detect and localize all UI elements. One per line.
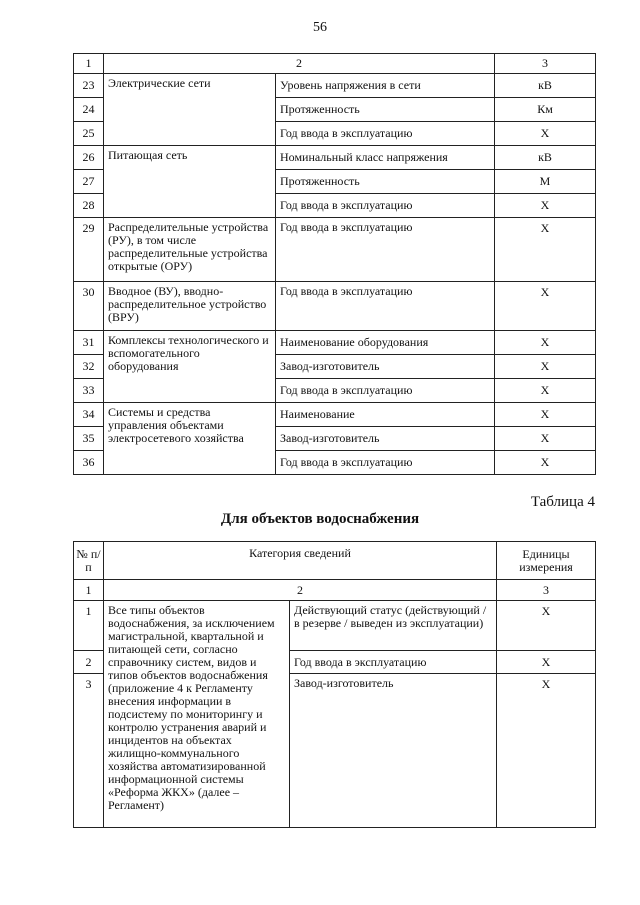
object-category: Вводное (ВУ), вводно-распределительное устройство (ВРУ): [104, 282, 276, 331]
unit-value: X: [495, 218, 596, 282]
attribute-name: Год ввода в эксплуатацию: [276, 122, 495, 146]
table-row: [74, 146, 596, 170]
row-number: 25: [74, 122, 104, 146]
row-number: 26: [74, 146, 104, 170]
header-category: Категория сведений: [104, 542, 497, 580]
table-row: [74, 74, 596, 98]
unit-value: X: [495, 427, 596, 451]
object-category: Все типы объектов водоснабжения, за исключением магистральной, квартальной и питающей сети, согласно справочнику систем, видов и типов объектов водоснабжения (приложение 4 к Регламенту внесения информации в подсистему по мониторингу и контролю устранения аварий и инцидентов на объектах жилищно-коммунального хозяйства автоматизированной информационной системы «Реформа ЖКХ» (далее – Регламент): [104, 601, 290, 828]
row-number: 32: [74, 355, 104, 379]
attribute-name: Год ввода в эксплуатацию: [276, 282, 495, 331]
subheader-col-2: 2: [104, 580, 497, 601]
object-category: Электрические сети: [104, 74, 276, 146]
electric-objects-table: [73, 53, 596, 475]
row-number: 34: [74, 403, 104, 427]
attribute-name: Завод-изготовитель: [276, 427, 495, 451]
row-number: 35: [74, 427, 104, 451]
header-col-3: 3: [495, 54, 596, 74]
header-units: Единицы измерения: [497, 542, 596, 580]
page-number: 56: [313, 20, 327, 35]
table-row: [74, 601, 596, 651]
object-category: Комплексы технологического и вспомогательного оборудования: [104, 331, 276, 403]
unit-value: X: [495, 282, 596, 331]
unit-value: X: [495, 355, 596, 379]
attribute-name: Год ввода в эксплуатацию: [276, 451, 495, 475]
table-heading: Для объектов водоснабжения: [220, 511, 420, 527]
row-number: 30: [74, 282, 104, 331]
unit-value: X: [495, 403, 596, 427]
header-number: № п/п: [74, 542, 104, 580]
unit-value: М: [495, 170, 596, 194]
row-number: 36: [74, 451, 104, 475]
object-category: Системы и средства управления объектами электросетевого хозяйства: [104, 403, 276, 475]
header-col-1: 1: [74, 54, 104, 74]
unit-value: Км: [495, 98, 596, 122]
attribute-name: Уровень напряжения в сети: [276, 74, 495, 98]
object-category: Питающая сеть: [104, 146, 276, 218]
row-number: 1: [74, 601, 104, 651]
attribute-name: Завод-изготовитель: [276, 355, 495, 379]
attribute-name: Протяженность: [276, 170, 495, 194]
unit-value: X: [495, 194, 596, 218]
unit-value: X: [497, 601, 596, 651]
row-number: 29: [74, 218, 104, 282]
unit-value: X: [497, 674, 596, 828]
table-row: [74, 331, 596, 355]
attribute-name: Номинальный класс напряжения: [276, 146, 495, 170]
table-caption: Таблица 4: [530, 494, 595, 510]
unit-value: X: [495, 331, 596, 355]
header-col-2: 2: [104, 54, 495, 74]
table-row: [74, 282, 596, 331]
attribute-name: Год ввода в эксплуатацию: [276, 379, 495, 403]
unit-value: X: [495, 122, 596, 146]
subheader-col-1: 1: [74, 580, 104, 601]
table-row: [74, 218, 596, 282]
table-row: [74, 403, 596, 427]
row-number: 27: [74, 170, 104, 194]
unit-value: кВ: [495, 74, 596, 98]
row-number: 2: [74, 651, 104, 674]
unit-value: X: [495, 379, 596, 403]
row-number: 31: [74, 331, 104, 355]
attribute-name: Наименование: [276, 403, 495, 427]
table-header-row: [74, 542, 596, 580]
table-header-row: [74, 54, 596, 74]
subheader-col-3: 3: [497, 580, 596, 601]
attribute-name: Год ввода в эксплуатацию: [290, 651, 497, 674]
row-number: 24: [74, 98, 104, 122]
unit-value: X: [495, 451, 596, 475]
attribute-name: Год ввода в эксплуатацию: [276, 194, 495, 218]
row-number: 3: [74, 674, 104, 828]
object-category: Распределительные устройства (РУ), в том числе распределительные устройства открытые (ОРУ): [104, 218, 276, 282]
row-number: 33: [74, 379, 104, 403]
table-subheader-row: [74, 580, 596, 601]
row-number: 28: [74, 194, 104, 218]
attribute-name: Протяженность: [276, 98, 495, 122]
attribute-name: Действующий статус (действующий / в резерве / выведен из эксплуатации): [290, 601, 497, 651]
unit-value: кВ: [495, 146, 596, 170]
water-objects-table: [73, 541, 596, 828]
row-number: 23: [74, 74, 104, 98]
attribute-name: Наименование оборудования: [276, 331, 495, 355]
attribute-name: Завод-изготовитель: [290, 674, 497, 828]
unit-value: X: [497, 651, 596, 674]
attribute-name: Год ввода в эксплуатацию: [276, 218, 495, 282]
